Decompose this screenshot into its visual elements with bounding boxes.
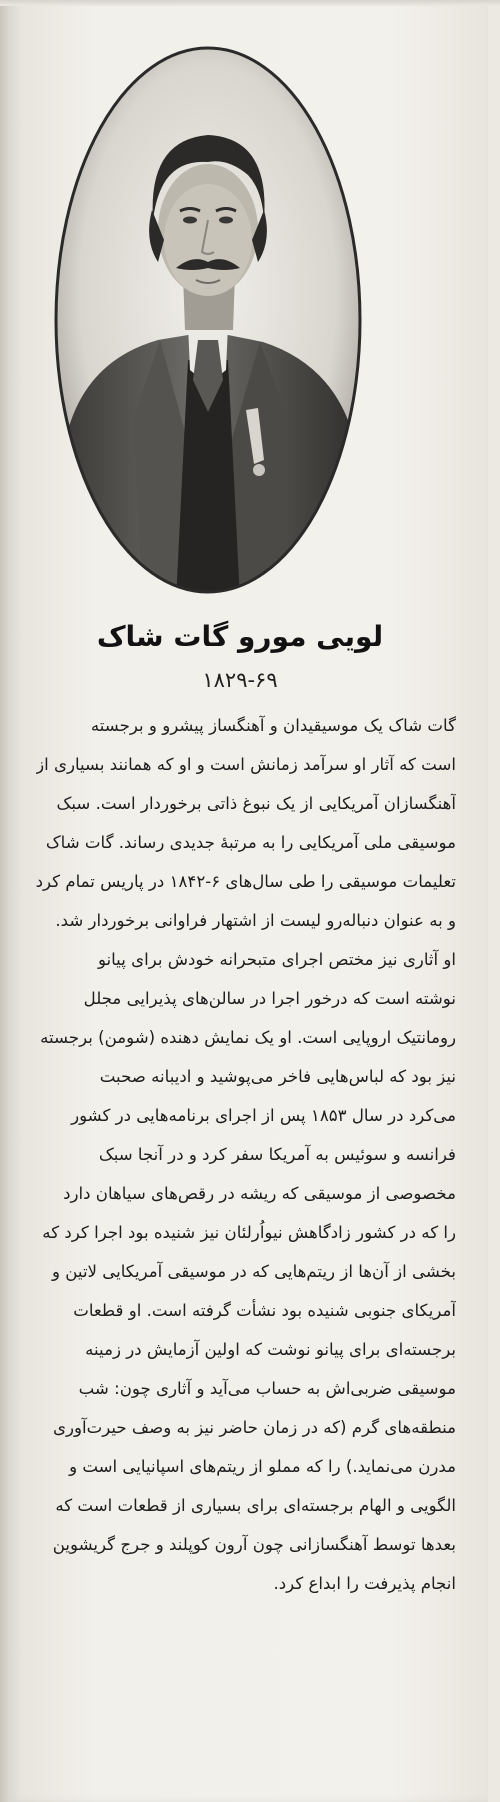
caption-dates: ۱۸۲۹-۶۹	[202, 668, 278, 692]
text-line: می‌کرد در سال ۱۸۵۳ پس از اجرای برنامه‌هایی در کشور	[71, 1106, 456, 1125]
text-line: موسیقی ملی آمریکایی را به مرتبهٔ جدیدی رساند. گات شاک	[45, 833, 456, 852]
text-line: الگویی و الهام برجسته‌ای برای بسیاری از قطعات است که	[55, 1496, 456, 1515]
text-line: بعدها توسط آهنگسازانی چون آرون کوپلند و جرج گریشوین	[52, 1535, 456, 1554]
text-line: نوشته است که درخور اجرا در سالن‌های پذیرایی مجلل	[83, 989, 456, 1008]
text-line: رومانتیک اروپایی است. او یک نمایش دهنده (شومن) برجسته	[40, 1028, 456, 1047]
text-line: فرانسه و سوئیس به آمریکا سفر کرد و در آنجا سبک	[98, 1145, 456, 1164]
text-line: را که در کشور زادگاهش نیواُرلئان نیز شنیده بود اجرا کرد که	[42, 1223, 456, 1242]
text-line: موسیقی ضربی‌اش به حساب می‌آید و آثاری چون: شب	[78, 1379, 456, 1398]
text-line: بخشی از آن‌ها از ریتم‌هایی که در موسیقی آمریکایی لاتین و	[52, 1262, 456, 1281]
caption-name: لویی مورو گات شاک	[96, 620, 384, 653]
text-line: برجسته‌ای برای پیانو نوشت که اولین آزمایش در زمینه	[85, 1340, 456, 1359]
text-line: مخصوصی از موسیقی که ریشه در رقص‌های سیاهان دارد	[63, 1184, 456, 1203]
text-line: او آثاری نیز مختص اجرای متبحرانه خودش برای پیانو	[97, 950, 456, 969]
text-line: آمریکای جنوبی شنیده بود نشأت گرفته است. او قطعات	[73, 1301, 456, 1320]
text-line: مدرن می‌نماید.) را که مملو از ریتم‌های اسپانیایی است و	[69, 1457, 456, 1476]
portrait-image	[48, 40, 368, 600]
text-line: است که آثار او سرآمد زمانش است و او که همانند بسیاری از	[36, 755, 456, 774]
biography-text	[36, 706, 456, 1603]
text-line: و به عنوان دنباله‌رو لیست از اشتهار فراوانی برخوردار شد.	[55, 911, 456, 930]
text-line: انجام پذیرفت را ابداع کرد.	[273, 1574, 456, 1593]
text-line: منطقه‌های گرم (که در زمان حاضر نیز به وصف حیرت‌آوری	[52, 1418, 456, 1437]
text-line: نیز بود که لباس‌هایی فاخر می‌پوشید و ادیبانه صحبت	[99, 1067, 456, 1086]
text-line: آهنگسازان آمریکایی از یک نبوغ ذاتی برخوردار است. سبک	[56, 794, 456, 813]
page-top-edge	[0, 0, 500, 6]
portrait-oval-icon	[48, 40, 368, 600]
text-line: تعلیمات موسیقی را طی سال‌های ۶-۱۸۴۲ در پاریس تمام کرد	[36, 872, 456, 891]
text-line: گات شاک یک موسیقیدان و آهنگساز پیشرو و برجسته	[90, 716, 456, 735]
